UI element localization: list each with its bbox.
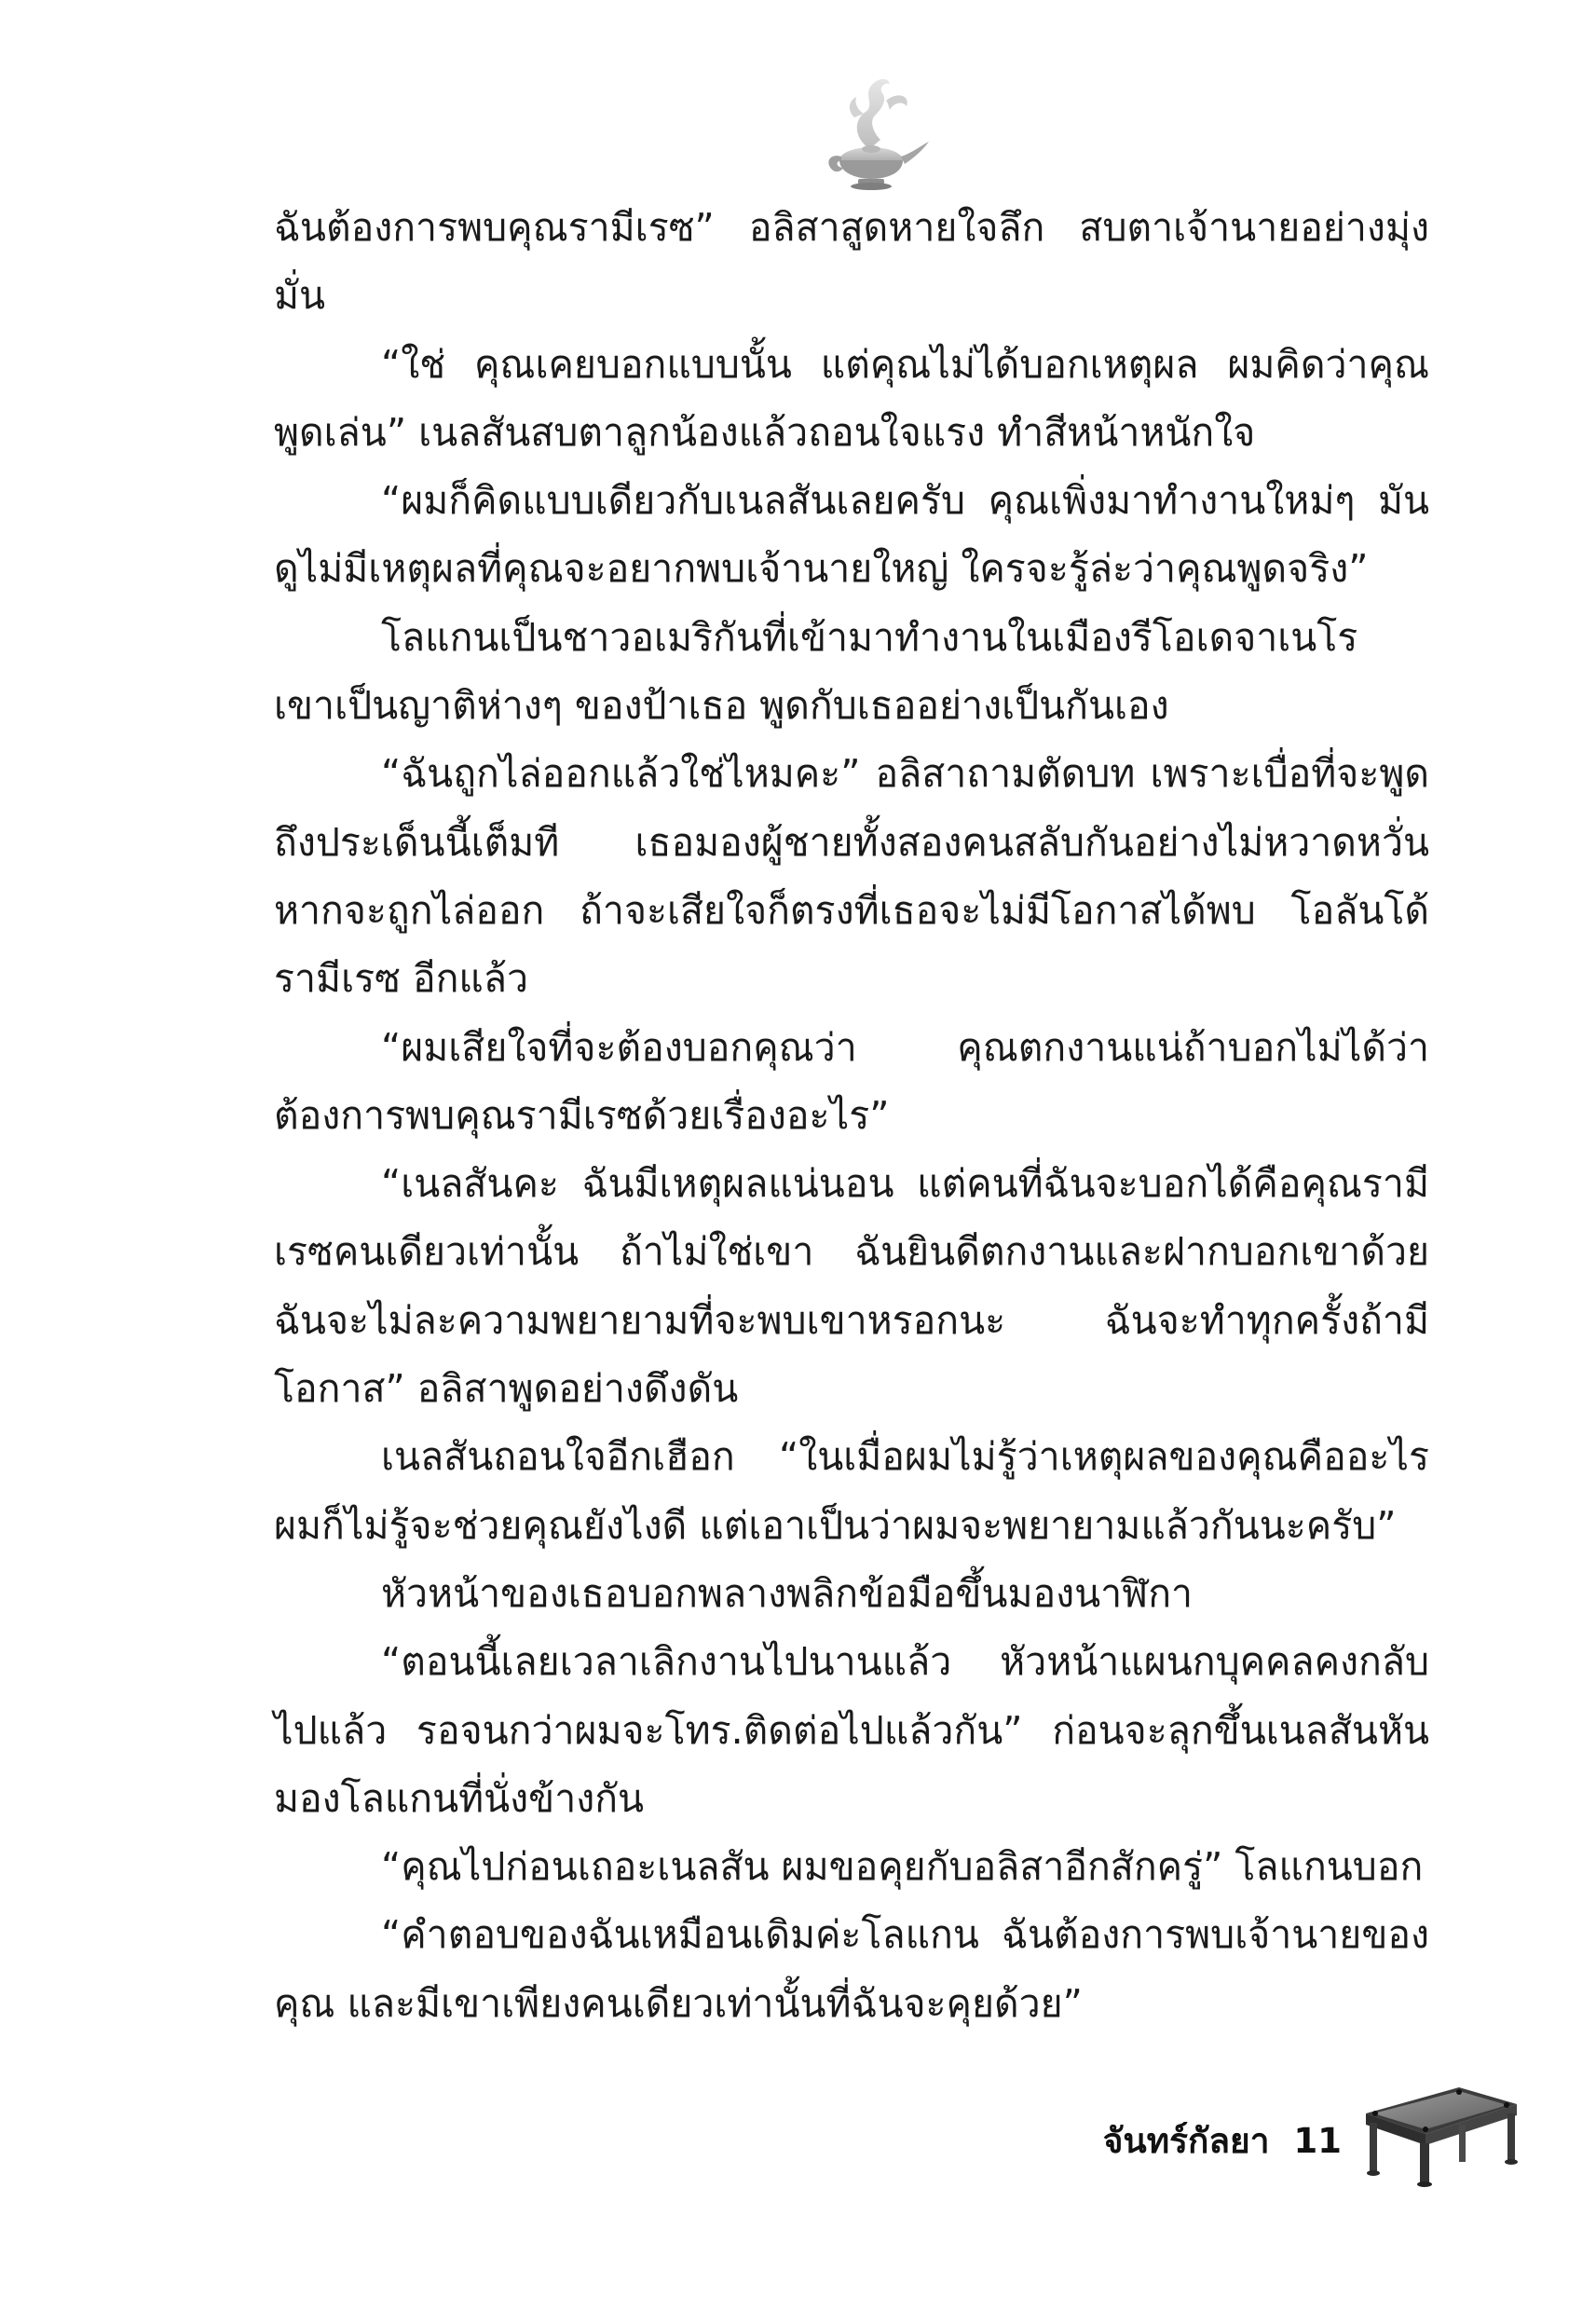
paragraph-10: “ตอนนี้เลยเวลาเลิกงานไปนานแล้ว หัวหน้าแผนกบุคคลคงกลับไปแล้ว รอจนกว่าผมจะโทร.ติดต่อไปแล้วกัน” ก่อนจะลุกขึ้นเนลสันหันมองโลแกนที่นั่งข้างกัน: [274, 1639, 1429, 1821]
billiard-table-icon: [1347, 2076, 1524, 2188]
paragraph-5: “ฉันถูกไล่ออกแล้วใช่ไหมคะ” อลิสาถามตัดบท เพราะเบื่อที่จะพูดถึงประเด็นนี้เต็มที เธอมองผู้ชายทั้งสองคนสลับกันอย่างไม่หวาดหวั่น หากจะถูกไล่ออก ถ้าจะเสียใจก็ตรงที่เธอจะไม่มีโอกาสได้พบ โอลันโด้ รามีเรซ อีกแล้ว: [274, 751, 1429, 1002]
book-title: จันทร์กัลยา: [1102, 2120, 1270, 2161]
paragraph-2: “ใช่ คุณเคยบอกแบบนั้น แต่คุณไม่ได้บอกเหตุผล ผมคิดว่าคุณพูดเล่น” เนลสันสบตาลูกน้องแล้วถอนใจแรง ทำสีหน้าหนักใจ: [274, 341, 1429, 455]
paragraph-3: “ผมก็คิดแบบเดียวกับเนลสันเลยครับ คุณเพิ่งมาทำงานใหม่ๆ มันดูไม่มีเหตุผลที่คุณจะอยากพบเจ้านายใหญ่ ใครจะรู้ล่ะว่าคุณพูดจริง”: [274, 478, 1429, 592]
paragraph-8: เนลสันถอนใจอีกเฮือก “ในเมื่อผมไม่รู้ว่าเหตุผลของคุณคืออะไร ผมก็ไม่รู้จะช่วยคุณยังไงดี แต่เอาเป็นว่าผมจะพยายามแล้วกันนะครับ”: [274, 1434, 1429, 1548]
paragraph-6: “ผมเสียใจที่จะต้องบอกคุณว่า คุณตกงานแน่ถ้าบอกไม่ได้ว่าต้องการพบคุณรามีเรซด้วยเรื่องอะไร”: [274, 1024, 1429, 1138]
paragraph-1: ฉันต้องการพบคุณรามีเรซ” อลิสาสูดหายใจลึก สบตาเจ้านายอย่างมุ่งมั่น: [274, 205, 1429, 319]
paragraph-4: โลแกนเป็นชาวอเมริกันที่เข้ามาทำงานในเมืองรีโอเดจาเนโร เขาเป็นญาติห่างๆ ของป้าเธอ พูดกับเธออย่างเป็นกันเอง: [274, 614, 1358, 729]
page-number: 11: [1293, 2120, 1342, 2161]
paragraph-12: “คำตอบของฉันเหมือนเดิมค่ะโลแกน ฉันต้องการพบเจ้านายของคุณ และมีเขาเพียงคนเดียวเท่านั้นที่ฉันจะคุยด้วย”: [274, 1912, 1429, 2026]
page-footer: [1062, 2108, 1342, 2173]
genie-lamp-icon: [797, 63, 936, 203]
paragraph-7: “เนลสันคะ ฉันมีเหตุผลแน่นอน แต่คนที่ฉันจะบอกได้คือคุณรามีเรซคนเดียวเท่านั้น ถ้าไม่ใช่เขา ฉันยินดีตกงานและฝากบอกเขาด้วย ฉันจะไม่ละความพยายามที่จะพบเขาหรอกนะ ฉันจะทำทุกครั้งถ้ามีโอกาส” อลิสาพูดอย่างดึงดัน: [274, 1161, 1429, 1412]
paragraph-9: หัวหน้าของเธอบอกพลางพลิกข้อมือขึ้นมองนาฬิกา: [381, 1570, 1194, 1616]
paragraph-11: “คุณไปก่อนเถอะเนลสัน ผมขอคุยกับอลิสาอีกสักครู่” โลแกนบอก: [381, 1844, 1424, 1890]
story-body: [274, 194, 1429, 2038]
